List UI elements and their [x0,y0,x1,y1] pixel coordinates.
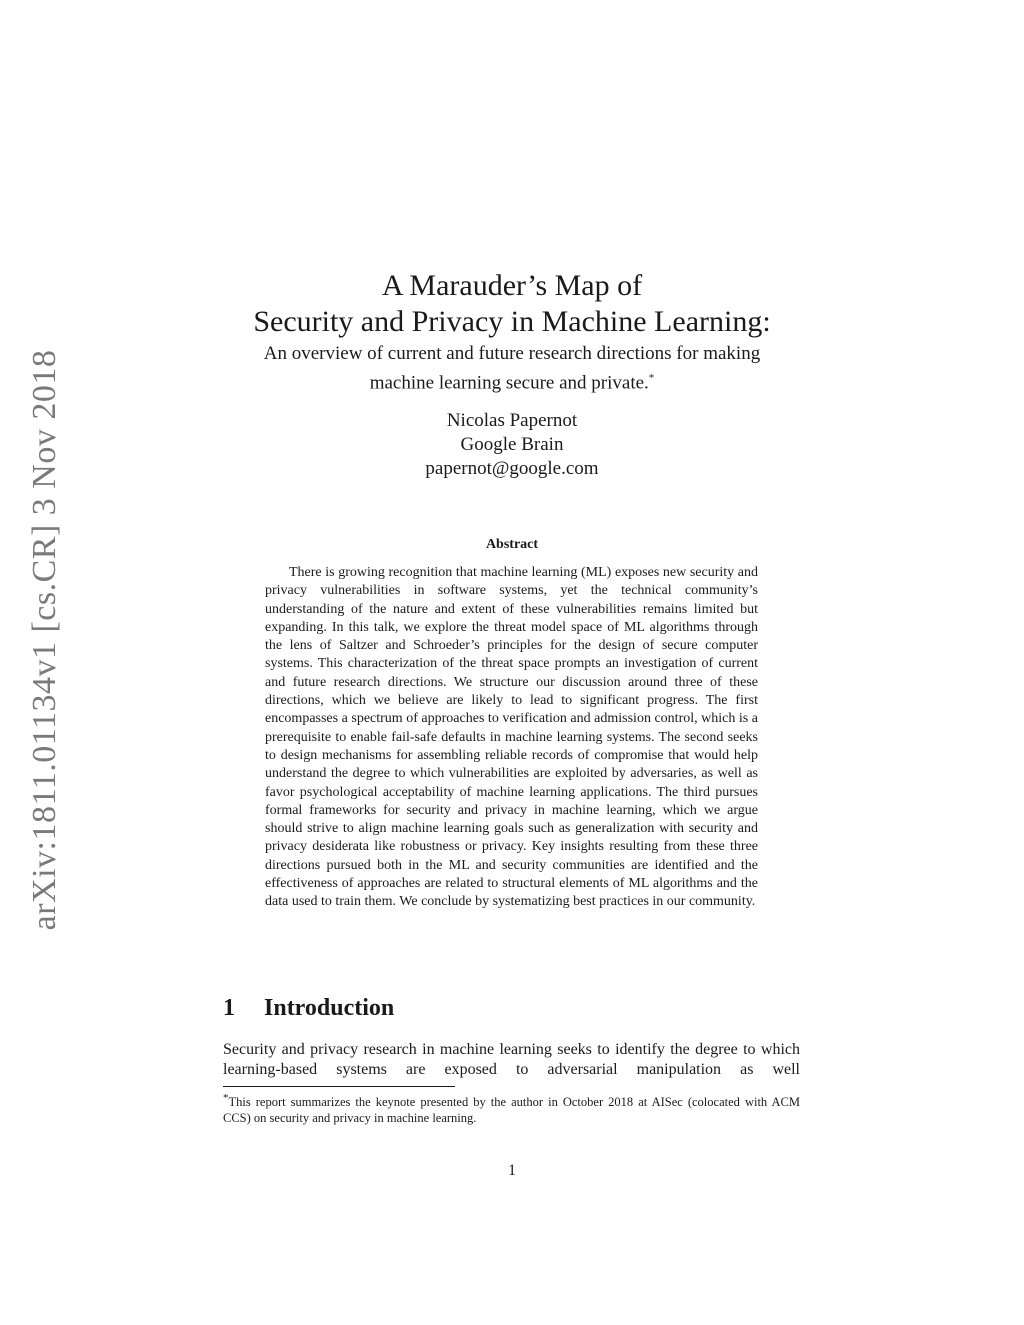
title-footnote-mark: * [648,372,655,384]
paper-subtitle [212,342,812,395]
introduction-text: Security and privacy research in machine learning seeks to identify the degree to which learning-based systems are exposed to adversarial manipulation as well [223,1041,800,1078]
paper-title-line-2: Security and Privacy in Machine Learning: [253,305,771,338]
title-block [212,268,812,395]
footnote-text: This report summarizes the keynote presented by the author in October 2018 at AISec (colocated with ACM CCS) on security and privacy in machine learning. [223,1095,800,1126]
subtitle-line-2: machine learning secure and private. [369,372,649,394]
abstract-heading: Abstract [485,537,539,552]
section-heading [223,995,394,1022]
paper-title-line-1: A Marauder’s Map of [381,269,643,302]
author-name: Nicolas Papernot [446,410,578,431]
footnote [223,1090,800,1126]
author-affiliation: Google Brain [460,434,564,455]
page-number: 1 [508,1162,516,1179]
subtitle-line-1: An overview of current and future research directions for making [263,343,761,364]
author-block [312,409,712,481]
abstract-text: There is growing recognition that machine learning (ML) exposes new security and privacy vulnerabilities in software systems, yet the technical community’s understanding of the nature and extent of these vulnerabilities remains limited but expanding. In this talk, we explore the threat model space of ML algorithms through the lens of Saltzer and Schroeder’s principles for the design of secure computer systems. This characterization of the threat space prompts an investigation of current and future research directions. We structure our discussion around three of these directions, which we believe are likely to lead to significant progress. The first encompasses a spectrum of approaches to verification and admission control, which is a prerequisite to enable fail-safe defaults in machine learning systems. The second seeks to design mechanisms for assembling reliable records of compromise that would help understand the degree to which vulnerabilities are exploited by adversaries, as well as favor psychological acceptability of machine learning applications. The third pursues formal frameworks for security and privacy in machine learning, which we argue should strive to align machine learning goals such as generalization with security and privacy desiderata like robustness or privacy. Key insights resulting from these three directions pursued both in the ML and security communities are identified and the effectiveness of approaches are related to structural elements of ML algorithms and the data used to train them. We conclude by systematizing best practices in our community. [265,565,758,910]
section-title: Introduction [264,995,395,1021]
footnote-divider [223,1086,455,1087]
section-number: 1 [223,995,235,1021]
author-email: papernot@google.com [425,458,599,479]
footnote-mark: * [223,1092,229,1104]
arxiv-identifier: arXiv:1811.01134v1 [cs.CR] 3 Nov 2018 [26,349,63,931]
